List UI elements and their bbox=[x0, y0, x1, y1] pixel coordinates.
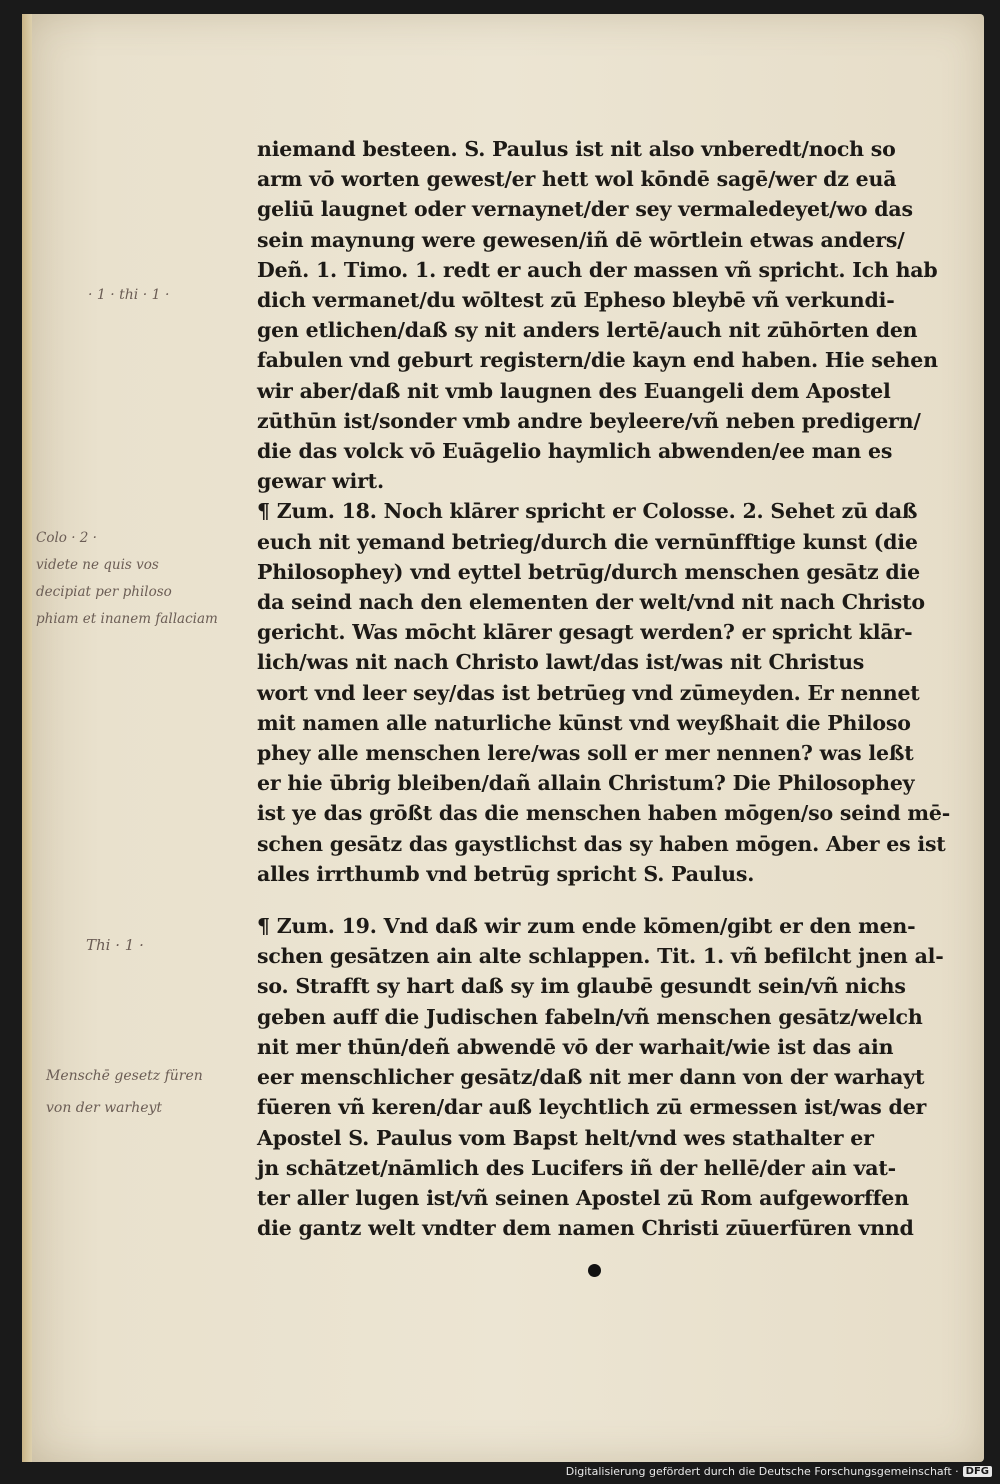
text-line: die das volck vō Euāgelio haymlich abwenden/ee man es bbox=[257, 439, 893, 464]
text-line: wort vnd leer sey/das ist betrūeg vnd zūmeyden. Er nennet bbox=[257, 680, 920, 705]
margin-note-line: Thi · 1 · bbox=[86, 936, 144, 954]
paragraph-1 bbox=[257, 134, 947, 496]
text-line: sein maynung were gewesen/iñ dē wōrtlein etwas anders/ bbox=[257, 227, 905, 252]
margin-note-titus bbox=[86, 932, 144, 958]
text-line: euch nit yemand betrieg/durch die vernūnfftige kunst (die bbox=[257, 529, 918, 554]
text-line: alles irrthumb vnd betrūg spricht S. Paulus. bbox=[257, 861, 755, 886]
text-line: jn schātzet/nāmlich des Lucifers iñ der hellē/der ain vat- bbox=[257, 1155, 896, 1180]
printer-mark-dot bbox=[588, 1264, 601, 1277]
text-line: nit mer thūn/deñ abwendē vō der warhait/wie ist das ain bbox=[257, 1034, 894, 1059]
text-line: da seind nach den elementen der welt/vnd nit nach Christo bbox=[257, 590, 925, 615]
margin-note-line: videte ne quis vos bbox=[36, 557, 159, 573]
text-line: schen gesātz das gaystlichst das sy haben mōgen. Aber es ist bbox=[257, 831, 946, 856]
text-line: zūthūn ist/sonder vmb andre beyleere/vñ neben predigern/ bbox=[257, 408, 921, 433]
text-line: er hie ūbrig bleiben/dañ allain Christum? Die Philosophey bbox=[257, 771, 915, 796]
text-line: gen etlichen/daß sy nit anders lertē/auch nit zūhōrten den bbox=[257, 318, 918, 343]
text-line: ist ye das grōßt das die menschen haben mōgen/so seind mē- bbox=[257, 801, 951, 826]
paragraph-2 bbox=[257, 496, 951, 889]
text-line: gewar wirt. bbox=[257, 469, 384, 494]
margin-note-line: phiam et inanem fallaciam bbox=[36, 611, 218, 627]
paragraph-gap bbox=[257, 889, 947, 911]
text-line: eer menschlicher gesātz/daß nit mer dann von der warhayt bbox=[257, 1065, 925, 1090]
text-line: gericht. Was mōcht klārer gesagt werden? er spricht klār- bbox=[257, 620, 913, 645]
text-line: Apostel S. Paulus vom Bapst helt/vnd wes stathalter er bbox=[257, 1125, 874, 1150]
text-line: Deñ. 1. Timo. 1. redt er auch der massen vñ spricht. Ich hab bbox=[257, 257, 938, 282]
text-line: schen gesātzen ain alte schlappen. Tit. 1. vñ befilcht jnen al- bbox=[257, 944, 944, 969]
dfg-logo-icon: DFG bbox=[963, 1466, 992, 1477]
text-line: arm vō worten gewest/er hett wol kōndē sagē/wer dz euā bbox=[257, 167, 897, 192]
digitization-footer bbox=[566, 1465, 992, 1478]
text-line: geben auff die Judischen fabeln/vñ menschen gesātz/welch bbox=[257, 1004, 923, 1029]
margin-note-truth bbox=[46, 1060, 203, 1124]
text-line: fūeren vñ keren/dar auß leychtlich zū ermessen ist/was der bbox=[257, 1095, 927, 1120]
text-line: geliū laugnet oder vernaynet/der sey vermaledeyet/wo das bbox=[257, 197, 913, 222]
margin-note-colossians bbox=[36, 525, 218, 633]
margin-note-line: · 1 · thi · 1 · bbox=[88, 287, 170, 303]
text-line: phey alle menschen lere/was soll er mer nennen? was leßt bbox=[257, 741, 914, 766]
text-line: ¶ Zum. 18. Noch klārer spricht er Colosse. 2. Sehet zū daß bbox=[257, 499, 918, 524]
text-line: lich/was nit nach Christo lawt/das ist/was nit Christus bbox=[257, 650, 865, 675]
text-line: niemand besteen. S. Paulus ist nit also vnberedt/noch so bbox=[257, 137, 896, 161]
text-line: ter aller lugen ist/vñ seinen Apostel zū Rom aufgeworffen bbox=[257, 1185, 909, 1210]
footer-text: Digitalisierung gefördert durch die Deutsche Forschungsgemeinschaft · bbox=[565, 1465, 959, 1478]
margin-note-line: Menschē gesetz füren bbox=[46, 1068, 203, 1084]
text-line: Philosophey) vnd eyttel betrūg/durch menschen gesātz die bbox=[257, 559, 920, 584]
text-line: so. Strafft sy hart daß sy im glaubē gesundt sein/vñ nichs bbox=[257, 974, 906, 999]
margin-note-line: decipiat per philoso bbox=[36, 584, 172, 600]
text-line: wir aber/daß nit vmb laugnen des Euangeli dem Apostel bbox=[257, 378, 891, 403]
text-line: die gantz welt vndter dem namen Christi zūuerfūren vnnd bbox=[257, 1216, 914, 1241]
paragraph-3 bbox=[257, 911, 947, 1243]
text-line: dich vermanet/du wōltest zū Epheso bleybē vñ verkundi- bbox=[257, 288, 895, 313]
text-line: ¶ Zum. 19. Vnd daß wir zum ende kōmen/gibt er den men- bbox=[257, 914, 916, 939]
text-line: mit namen alle naturliche kūnst vnd weyßhait die Philoso bbox=[257, 710, 911, 735]
text-line: fabulen vnd geburt registern/die kayn end haben. Hie sehen bbox=[257, 348, 938, 373]
margin-note-timothy bbox=[88, 282, 169, 308]
page-binding-edge bbox=[22, 14, 32, 1462]
margin-note-line: von der warheyt bbox=[46, 1100, 163, 1116]
margin-note-line: Colo · 2 · bbox=[36, 530, 97, 546]
main-text-block bbox=[257, 134, 951, 1243]
